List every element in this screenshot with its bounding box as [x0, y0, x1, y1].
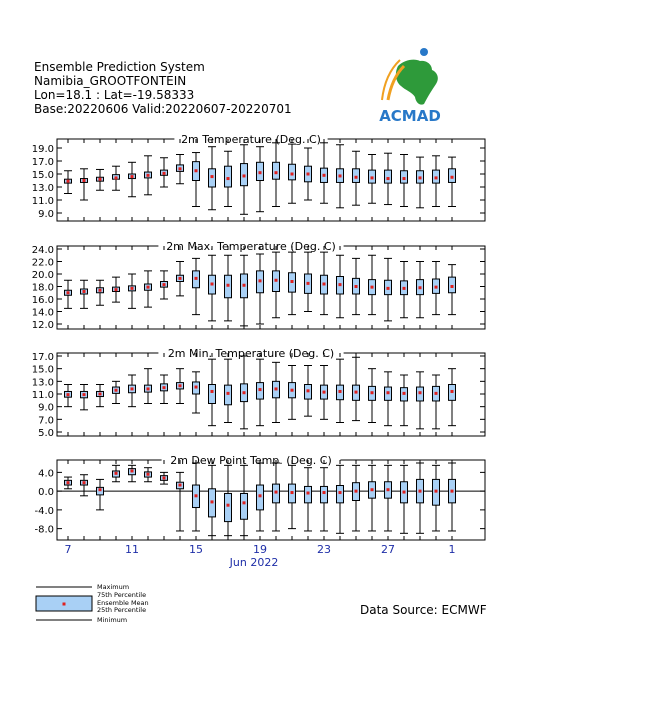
- mean-marker: [323, 174, 326, 177]
- box-day-13: [160, 271, 168, 299]
- box-day-12: [144, 468, 152, 482]
- box-day-26: [368, 369, 376, 423]
- y-tick-label: 14.0: [31, 307, 54, 319]
- mean-marker: [259, 279, 262, 282]
- mean-marker: [339, 491, 342, 494]
- panel-title: 2m Dew Point Temp. (Deg. C): [170, 454, 332, 467]
- mean-marker: [387, 488, 390, 491]
- box-day-22: [304, 148, 312, 200]
- mean-marker: [195, 386, 198, 389]
- mean-marker: [211, 390, 214, 393]
- mean-marker: [259, 171, 262, 174]
- y-tick-label: 11.0: [31, 390, 54, 401]
- box-day-29: [416, 262, 424, 318]
- y-tick-label: 15.0: [31, 170, 54, 181]
- mean-marker: [83, 481, 86, 484]
- mean-marker: [131, 175, 134, 178]
- x-tick-label: 23: [317, 543, 331, 556]
- y-tick-label: -4.0: [34, 505, 54, 517]
- box-day-1: [448, 265, 456, 315]
- box-day-25: [352, 465, 360, 531]
- mean-marker: [115, 389, 118, 392]
- box-day-9: [96, 280, 104, 305]
- panel-title: 2m Temperature (Deg. C): [181, 133, 321, 146]
- iqr-box: [257, 485, 264, 510]
- box-day-9: [96, 169, 104, 190]
- box-day-15: [192, 258, 200, 314]
- mean-marker: [275, 171, 278, 174]
- iqr-box: [385, 170, 392, 183]
- box-day-22: [304, 366, 312, 417]
- box-day-13: [160, 472, 168, 484]
- mean-marker: [147, 387, 150, 390]
- header-dates: Base:20220606 Valid:20220607-20220701: [34, 102, 292, 116]
- y-tick-label: 11.0: [31, 196, 54, 207]
- box-day-24: [336, 145, 344, 208]
- mean-marker: [99, 178, 102, 181]
- mean-marker: [387, 391, 390, 394]
- iqr-box: [273, 162, 280, 179]
- mean-marker: [163, 172, 166, 175]
- mean-marker: [435, 286, 438, 289]
- mean-marker: [243, 174, 246, 177]
- x-tick-label: 7: [64, 543, 72, 556]
- mean-marker: [291, 491, 294, 494]
- mean-marker: [179, 484, 182, 487]
- panel-3: [32, 347, 485, 439]
- mean-marker: [419, 176, 422, 179]
- mean-marker: [83, 393, 86, 396]
- logo-text: ACMAD: [379, 107, 441, 125]
- box-day-28: [400, 465, 408, 533]
- box-day-28: [400, 375, 408, 426]
- box-day-18: [240, 145, 248, 215]
- mean-marker: [179, 277, 182, 280]
- mean-marker: [451, 390, 454, 393]
- mean-marker: [195, 277, 198, 280]
- mean-marker: [99, 289, 102, 292]
- iqr-box: [321, 486, 328, 502]
- mean-marker: [147, 174, 150, 177]
- mean-marker: [211, 283, 214, 286]
- mean-marker: [403, 177, 406, 180]
- mean-marker: [211, 500, 214, 503]
- mean-marker: [163, 386, 166, 389]
- mean-marker: [195, 169, 198, 172]
- mean-marker: [371, 488, 374, 491]
- mean-marker: [275, 387, 278, 390]
- y-tick-label: 0.0: [38, 487, 54, 499]
- box-day-27: [384, 372, 392, 426]
- box-day-1: [448, 463, 456, 531]
- iqr-box: [449, 169, 456, 183]
- mean-marker: [163, 477, 166, 480]
- x-tick-label: 19: [253, 543, 267, 556]
- box-day-27: [384, 153, 392, 204]
- mean-marker: [67, 393, 70, 396]
- box-day-23: [320, 366, 328, 420]
- mean-marker: [131, 287, 134, 290]
- mean-marker: [355, 285, 358, 288]
- mean-marker: [403, 392, 406, 395]
- box-day-11: [128, 162, 136, 196]
- mean-marker: [371, 176, 374, 179]
- iqr-box: [225, 493, 232, 521]
- panel-title: 2m Min. Temperature (Deg. C): [167, 347, 335, 360]
- box-day-24: [336, 465, 344, 533]
- mean-marker: [227, 177, 230, 180]
- y-tick-label: 24.0: [31, 245, 54, 256]
- box-day-30: [432, 375, 440, 429]
- y-tick-label: 20.0: [31, 270, 54, 281]
- mean-marker: [307, 173, 310, 176]
- y-tick-label: 17.0: [31, 352, 54, 363]
- box-day-17: [224, 465, 232, 535]
- mean-marker: [387, 287, 390, 290]
- y-tick-label: 4.0: [38, 468, 54, 480]
- box-day-15: [192, 372, 200, 413]
- iqr-box: [337, 486, 344, 503]
- mean-marker: [323, 491, 326, 494]
- mean-marker: [243, 501, 246, 504]
- legend-item: Ensemble Mean: [97, 599, 149, 607]
- mean-marker: [115, 472, 118, 475]
- panel-4: [34, 454, 485, 540]
- mean-marker: [83, 179, 86, 182]
- y-tick-label: 13.0: [31, 183, 54, 194]
- box-day-26: [368, 465, 376, 531]
- box-day-30: [432, 262, 440, 315]
- box-day-22: [304, 468, 312, 531]
- box-day-19: [256, 359, 264, 426]
- box-day-18: [240, 356, 248, 429]
- box-day-21: [288, 465, 296, 528]
- box-day-1: [448, 369, 456, 426]
- panel-1: [32, 133, 485, 221]
- box-day-17: [224, 359, 232, 422]
- y-tick-label: 15.0: [31, 364, 54, 376]
- box-day-14: [176, 155, 184, 184]
- mean-marker: [227, 392, 230, 395]
- mean-marker: [291, 280, 294, 283]
- box-day-14: [176, 369, 184, 404]
- mean-marker: [435, 176, 438, 179]
- box-day-23: [320, 143, 328, 203]
- y-tick-label: 16.0: [31, 295, 54, 306]
- mean-marker: [131, 387, 134, 390]
- mean-marker: [243, 391, 246, 394]
- box-day-23: [320, 252, 328, 315]
- iqr-box: [401, 171, 408, 183]
- box-day-21: [288, 252, 296, 315]
- mean-marker: [451, 490, 454, 493]
- box-day-12: [144, 271, 152, 307]
- box-day-20: [272, 252, 280, 318]
- mean-marker: [67, 481, 70, 484]
- box-day-17: [224, 255, 232, 321]
- box-day-29: [416, 463, 424, 533]
- box-day-10: [112, 381, 120, 403]
- box-day-7: [64, 280, 72, 308]
- mean-marker: [227, 504, 230, 507]
- y-tick-label: 5.0: [38, 428, 54, 439]
- iqr-box: [449, 277, 456, 293]
- legend-item: Maximum: [97, 583, 130, 591]
- iqr-box: [225, 166, 232, 187]
- mean-marker: [259, 388, 262, 391]
- header-title: Ensemble Prediction System: [34, 60, 205, 74]
- mean-marker: [307, 282, 310, 285]
- box-day-24: [336, 255, 344, 318]
- mean-marker: [307, 389, 310, 392]
- box-day-20: [272, 362, 280, 422]
- mean-marker: [435, 490, 438, 493]
- mean-marker: [275, 491, 278, 494]
- iqr-box: [289, 164, 296, 180]
- mean-marker: [419, 286, 422, 289]
- legend-item: 75th Percentile: [97, 591, 147, 599]
- data-source-label: Data Source: ECMWF: [360, 603, 487, 617]
- mean-marker: [131, 469, 134, 472]
- mean-marker: [403, 491, 406, 494]
- box-day-18: [240, 465, 248, 535]
- y-tick-label: 22.0: [31, 257, 54, 269]
- mean-marker: [83, 290, 86, 293]
- iqr-box: [305, 486, 312, 502]
- box-day-19: [256, 147, 264, 212]
- mean-marker: [387, 177, 390, 180]
- box-day-27: [384, 465, 392, 531]
- y-tick-label: 7.0: [38, 415, 54, 427]
- x-tick-label: 11: [125, 543, 139, 556]
- box-day-19: [256, 254, 264, 324]
- box-day-15: [192, 153, 200, 207]
- mean-marker: [99, 393, 102, 396]
- mean-marker: [67, 180, 70, 183]
- y-tick-label: 19.0: [31, 144, 54, 155]
- mean-marker: [355, 176, 358, 179]
- mean-marker: [339, 174, 342, 177]
- x-tick-label: 15: [189, 543, 203, 556]
- header-coordinates: Lon=18.1 : Lat=-19.58333: [34, 88, 195, 102]
- mean-marker: [227, 284, 230, 287]
- mean-marker: [179, 167, 182, 170]
- legend-item: 25th Percentile: [97, 606, 147, 614]
- mean-marker: [355, 391, 358, 394]
- box-day-25: [352, 258, 360, 314]
- y-tick-label: -8.0: [34, 524, 54, 536]
- box-day-12: [144, 369, 152, 404]
- legend-mean-marker: [63, 603, 66, 606]
- mean-marker: [403, 287, 406, 290]
- mean-marker: [211, 175, 214, 178]
- box-day-9: [96, 479, 104, 509]
- box-day-8: [80, 280, 88, 308]
- box-day-26: [368, 155, 376, 204]
- box-day-30: [432, 156, 440, 207]
- mean-marker: [435, 392, 438, 395]
- box-day-11: [128, 465, 136, 481]
- box-day-20: [272, 143, 280, 207]
- iqr-box: [353, 169, 360, 183]
- box-day-8: [80, 169, 88, 200]
- box-day-8: [80, 475, 88, 496]
- box-day-10: [112, 277, 120, 302]
- mean-marker: [339, 283, 342, 286]
- box-day-19: [256, 463, 264, 531]
- box-day-30: [432, 465, 440, 531]
- box-day-20: [272, 463, 280, 531]
- box-day-24: [336, 359, 344, 422]
- mean-marker: [451, 176, 454, 179]
- y-tick-label: 13.0: [31, 377, 54, 389]
- box-day-7: [64, 385, 72, 407]
- box-day-11: [128, 274, 136, 308]
- box-day-15: [192, 463, 200, 531]
- box-day-25: [352, 151, 360, 205]
- box-day-16: [208, 255, 216, 321]
- box-day-26: [368, 255, 376, 314]
- box-day-14: [176, 262, 184, 296]
- mean-marker: [323, 283, 326, 286]
- y-tick-label: 9.0: [38, 209, 54, 220]
- mean-marker: [371, 391, 374, 394]
- box-day-16: [208, 359, 216, 426]
- iqr-box: [209, 385, 216, 404]
- box-day-11: [128, 375, 136, 407]
- box-day-17: [224, 151, 232, 206]
- mean-marker: [147, 286, 150, 289]
- logo-drop: [420, 48, 428, 56]
- mean-marker: [67, 291, 70, 294]
- mean-marker: [99, 488, 102, 491]
- box-day-22: [304, 252, 312, 311]
- header-station: Namibia_GROOTFONTEIN: [34, 74, 187, 88]
- iqr-box: [225, 385, 232, 405]
- mean-marker: [323, 391, 326, 394]
- box-day-23: [320, 468, 328, 531]
- mean-marker: [179, 384, 182, 387]
- panel-title: 2m Max. Temperature (Deg. C): [166, 240, 336, 253]
- mean-marker: [355, 490, 358, 493]
- mean-marker: [195, 494, 198, 497]
- legend-item: Minimum: [97, 616, 128, 624]
- box-day-28: [400, 155, 408, 207]
- mean-marker: [115, 288, 118, 291]
- x-tick-label: 1: [448, 543, 456, 556]
- y-tick-label: 9.0: [38, 402, 54, 414]
- box-day-16: [208, 465, 216, 535]
- box-day-1: [448, 157, 456, 206]
- y-tick-label: 18.0: [31, 282, 54, 294]
- mean-marker: [163, 283, 166, 286]
- mean-marker: [291, 389, 294, 392]
- box-day-29: [416, 372, 424, 429]
- box-day-10: [112, 166, 120, 190]
- panel-2: [32, 240, 485, 331]
- box-day-10: [112, 465, 120, 481]
- box-day-14: [176, 472, 184, 531]
- box-day-7: [64, 171, 72, 194]
- box-day-16: [208, 147, 216, 210]
- box-day-28: [400, 262, 408, 318]
- mean-marker: [259, 494, 262, 497]
- mean-marker: [419, 391, 422, 394]
- y-tick-label: 12.0: [31, 320, 54, 331]
- box-day-29: [416, 157, 424, 208]
- mean-marker: [371, 286, 374, 289]
- mean-marker: [291, 173, 294, 176]
- x-month-label: Jun 2022: [229, 556, 279, 569]
- mean-marker: [307, 492, 310, 495]
- mean-marker: [451, 285, 454, 288]
- mean-marker: [275, 279, 278, 282]
- box-day-9: [96, 385, 104, 407]
- box-day-21: [288, 144, 296, 203]
- box-day-7: [64, 477, 72, 489]
- mean-marker: [419, 490, 422, 493]
- y-tick-label: 17.0: [31, 157, 54, 168]
- box-day-8: [80, 385, 88, 410]
- mean-marker: [147, 473, 150, 476]
- box-day-18: [240, 255, 248, 326]
- iqr-box: [241, 493, 248, 519]
- box-day-12: [144, 156, 152, 195]
- mean-marker: [115, 176, 118, 179]
- x-tick-label: 27: [381, 543, 395, 556]
- box-day-25: [352, 357, 360, 420]
- box-day-21: [288, 366, 296, 420]
- mean-marker: [339, 390, 342, 393]
- box-day-27: [384, 258, 392, 321]
- box-day-13: [160, 375, 168, 404]
- box-day-13: [160, 158, 168, 187]
- acmad-logo: [379, 48, 441, 125]
- mean-marker: [243, 284, 246, 287]
